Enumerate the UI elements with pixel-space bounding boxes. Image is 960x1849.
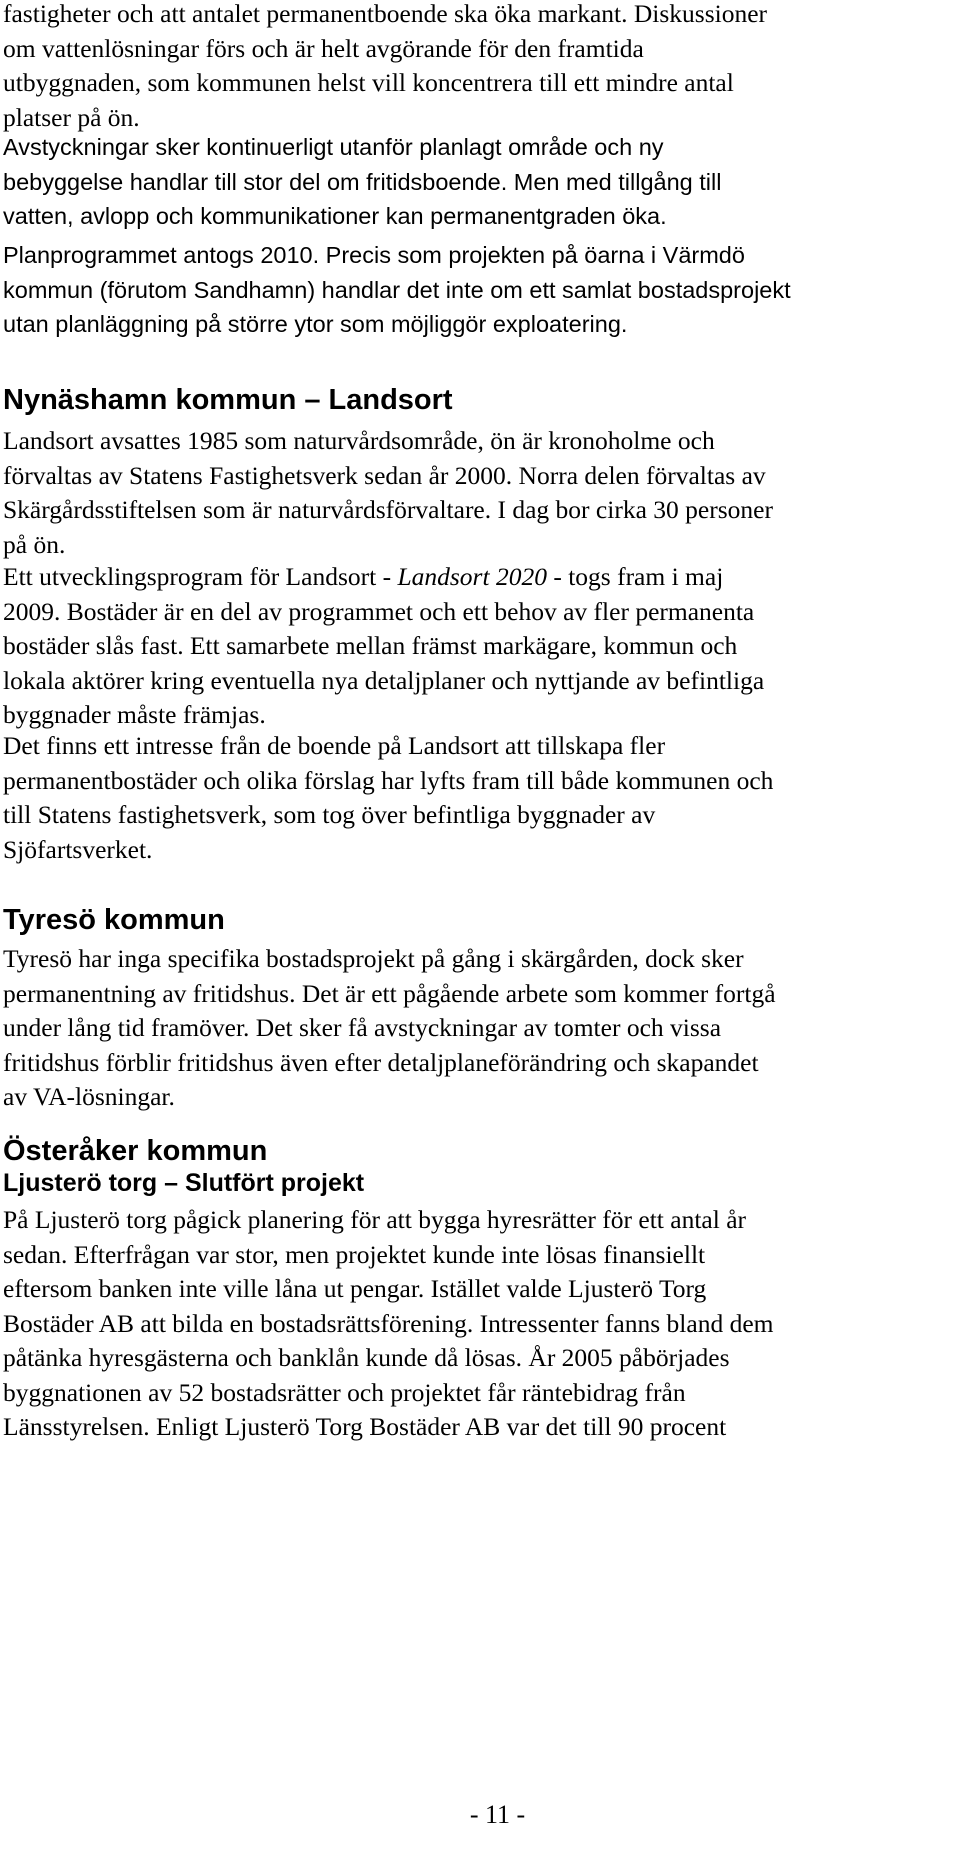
- paragraph-tyreso: Tyresö har inga specifika bostadsprojekt på gång i skärgården, dock sker permanentning av fritidshus. Det är ett pågående arbete som kommer fortgå under lång tid framöver. Det sker få avstyckningar av tomter och vissa fritidshus förblir fritidshus även efter detaljplaneförändring och skapandet av VA-lösningar.: [3, 944, 776, 1111]
- paragraph-intro: fastigheter och att antalet permanentboende ska öka markant. Diskussioner om vattenlösningar förs och är helt avgörande för den framtida utbyggnaden, som kommunen helst vill koncentrera till ett mindre antal platser på ön.: [3, 0, 768, 132]
- heading-osteraker: Österåker kommun: [3, 1135, 268, 1167]
- subheading-ljustero: Ljusterö torg – Slutfört projekt: [3, 1169, 365, 1197]
- page-footer: [0, 1798, 960, 1832]
- heading-tyreso: Tyresö kommun: [3, 904, 225, 936]
- paragraph-planprogrammet: Planprogrammet antogs 2010. Precis som projekten på öarna i Värmdö kommun (förutom Sandhamn) handlar det inte om ett samlat bostadsprojekt utan planläggning på större ytor som möjliggör exploatering.: [3, 242, 791, 337]
- paragraph-landsort: Landsort avsattes 1985 som naturvårdsområde, ön är kronoholme och förvaltas av Statens Fastighetsverk sedan år 2000. Norra delen förvaltas av Skärgårdsstiftelsen som är naturvårdsförvaltare. I dag bor cirka 30 personer på ön.: [3, 426, 773, 559]
- page-number: - 11 -: [469, 1800, 526, 1829]
- document-title-italic: Landsort 2020: [397, 562, 547, 591]
- paragraph-ljustero: På Ljusterö torg pågick planering för att bygga hyresrätter för ett antal år sedan. Efterfrågan var stor, men projektet kunde inte lösas finansiellt eftersom banken inte ville låna ut pengar. Istället valde Ljusterö Torg Bostäder AB att bilda en bostadsrättsförening. Intressenter fanns bland dem påtänka hyresgästerna och banklån kunde då lösas. År 2005 påbörjades byggnationen av 52 bostadsrätter och projektet får räntebidrag från Länsstyrelsen. Enligt Ljusterö Torg Bostäder AB var det till 90 procent: [3, 1205, 774, 1441]
- paragraph-intresse: Det finns ett intresse från de boende på Landsort att tillskapa fler permanentbostäder och olika förslag har lyfts fram till både kommunen och till Statens fastighetsverk, som tog över befintliga byggnader av Sjöfartsverket.: [3, 731, 774, 864]
- heading-nynashamn: Nynäshamn kommun – Landsort: [3, 384, 453, 416]
- paragraph-utvecklingsprogram-part2: - togs fram i maj 2009. Bostäder är en del av programmet och ett behov av fler permanenta bostäder slås fast. Ett samarbete mellan främst markägare, kommun och lokala aktörer kring eventuella nya detaljplaner och nyttjande av befintliga byggnader måste främjas.: [3, 562, 765, 729]
- paragraph-utvecklingsprogram-part1: Ett utvecklingsprogram för Landsort -: [3, 562, 398, 591]
- paragraph-avstyckningar: Avstyckningar sker kontinuerligt utanför planlagt område och ny bebyggelse handlar till stor del om fritidsboende. Men med tillgång till vatten, avlopp och kommunikationer kan permanentgraden öka.: [3, 134, 722, 229]
- paragraph-utvecklingsprogram: [3, 560, 764, 733]
